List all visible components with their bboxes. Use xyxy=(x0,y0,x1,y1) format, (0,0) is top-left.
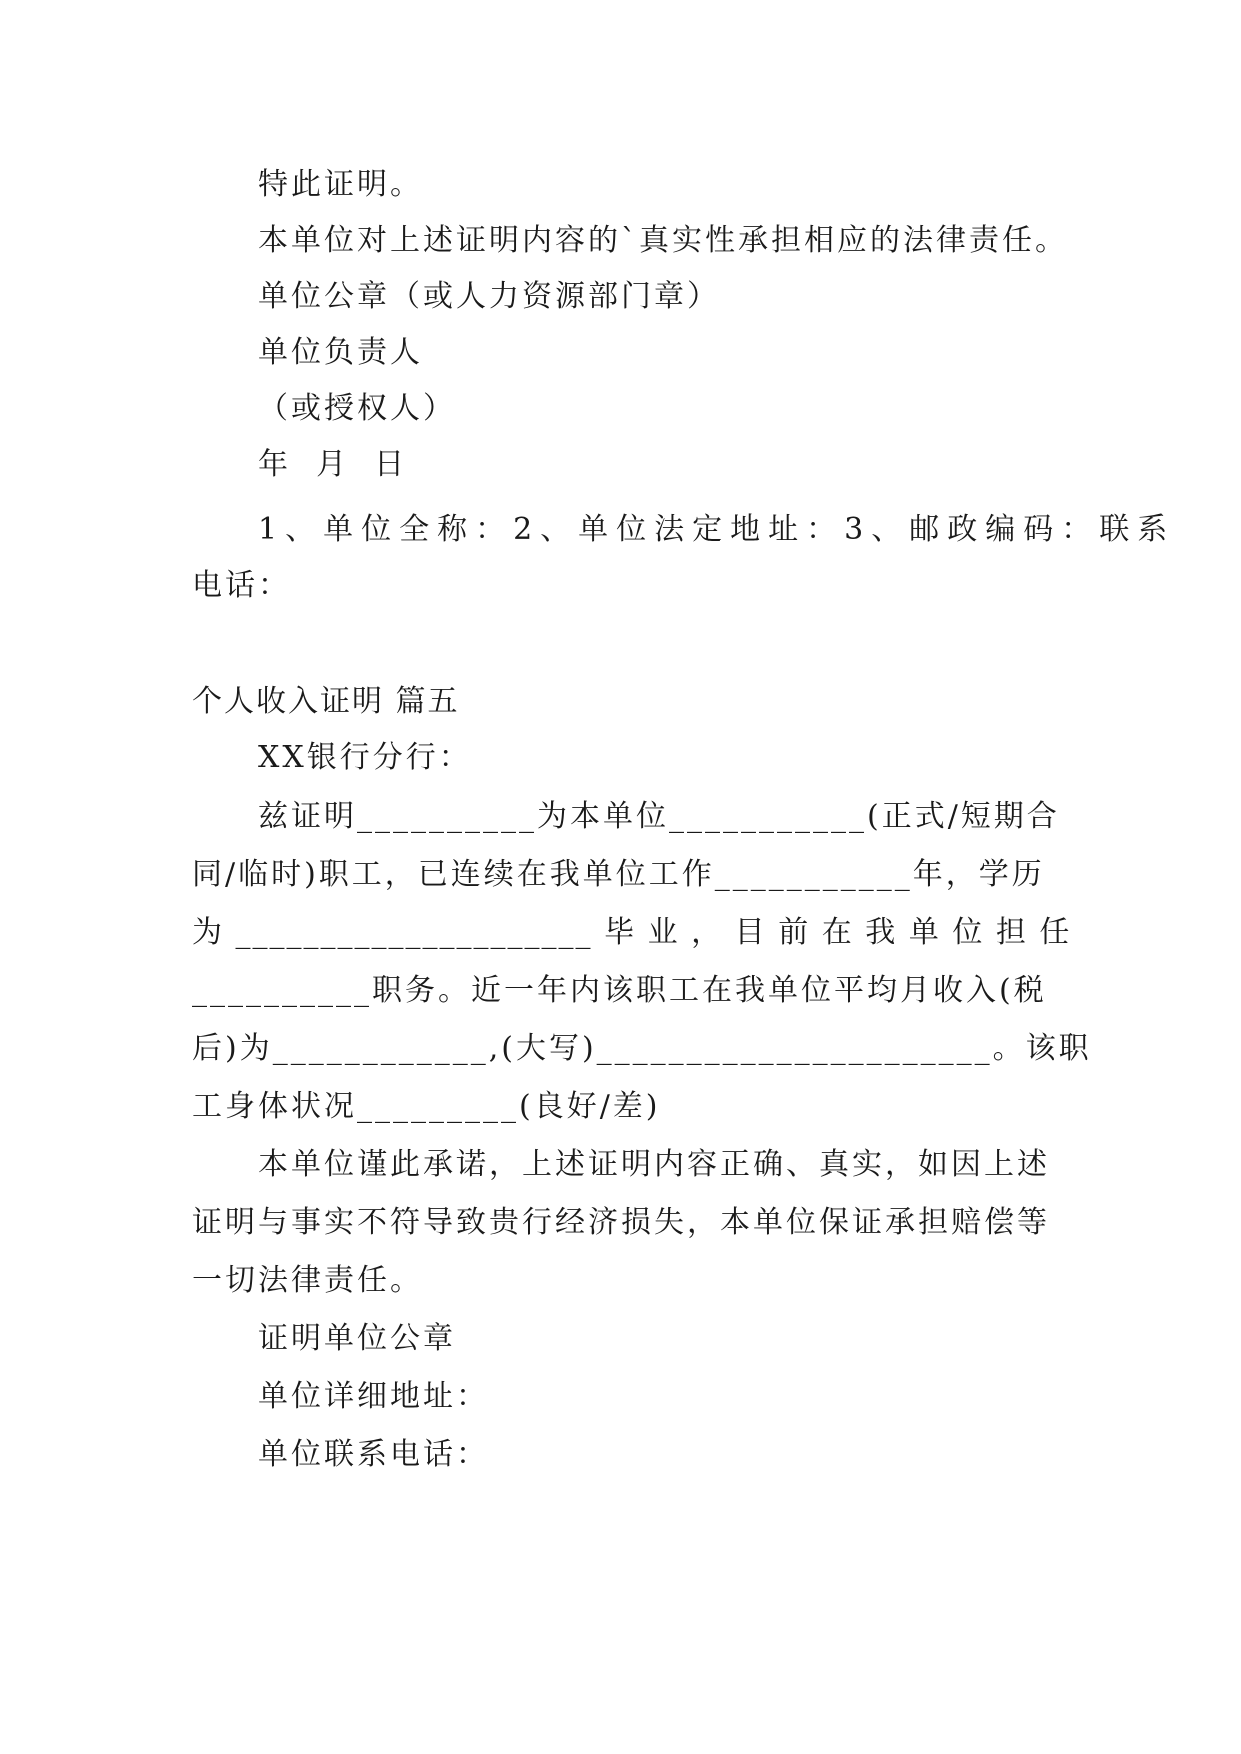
text-line: XX银行分行： xyxy=(258,740,472,775)
text-line: 单位详细地址： xyxy=(258,1379,489,1414)
section-title: 个人收入证明 篇五 xyxy=(192,684,460,719)
date-line: 年 月 日 xyxy=(258,447,408,482)
text-line: 兹证明__________为本单位___________(正式/短期合 xyxy=(258,799,1060,834)
text-line: 证明与事实不符导致贵行经济损失，本单位保证承担赔偿等 xyxy=(192,1205,1050,1240)
text-line: 为 _____________________ 毕 业 ， 目 前 在 我 单 位 担 任 xyxy=(192,915,1072,950)
text-line: 工身体状况_________(良好/差) xyxy=(192,1089,661,1124)
text-line: 证明单位公章 xyxy=(258,1321,456,1356)
text-line: 后)为____________,(大写)______________________。该职 xyxy=(192,1031,1092,1066)
text-line: 一切法律责任。 xyxy=(192,1263,423,1298)
text-line: 单位联系电话： xyxy=(258,1437,489,1472)
text-line: 同/临时)职工，已连续在我单位工作___________年，学历 xyxy=(192,857,1045,892)
text-line: 本单位谨此承诺，上述证明内容正确、真实，如因上述 xyxy=(258,1147,1050,1182)
text-line: 单位公章（或人力资源部门章） xyxy=(258,279,720,314)
text-line: 本单位对上述证明内容的`真实性承担相应的法律责任。 xyxy=(258,223,1068,258)
text-line: 1、单位全称：2、单位法定地址：3、邮政编码：联系 xyxy=(258,512,1176,547)
text-line: 电话： xyxy=(192,568,291,603)
text-line: 单位负责人 xyxy=(258,335,423,370)
text-line: __________职务。近一年内该职工在我单位平均月收入(税 xyxy=(192,973,1047,1008)
text-line: （或授权人） xyxy=(258,391,456,426)
text-line: 特此证明。 xyxy=(258,167,423,202)
